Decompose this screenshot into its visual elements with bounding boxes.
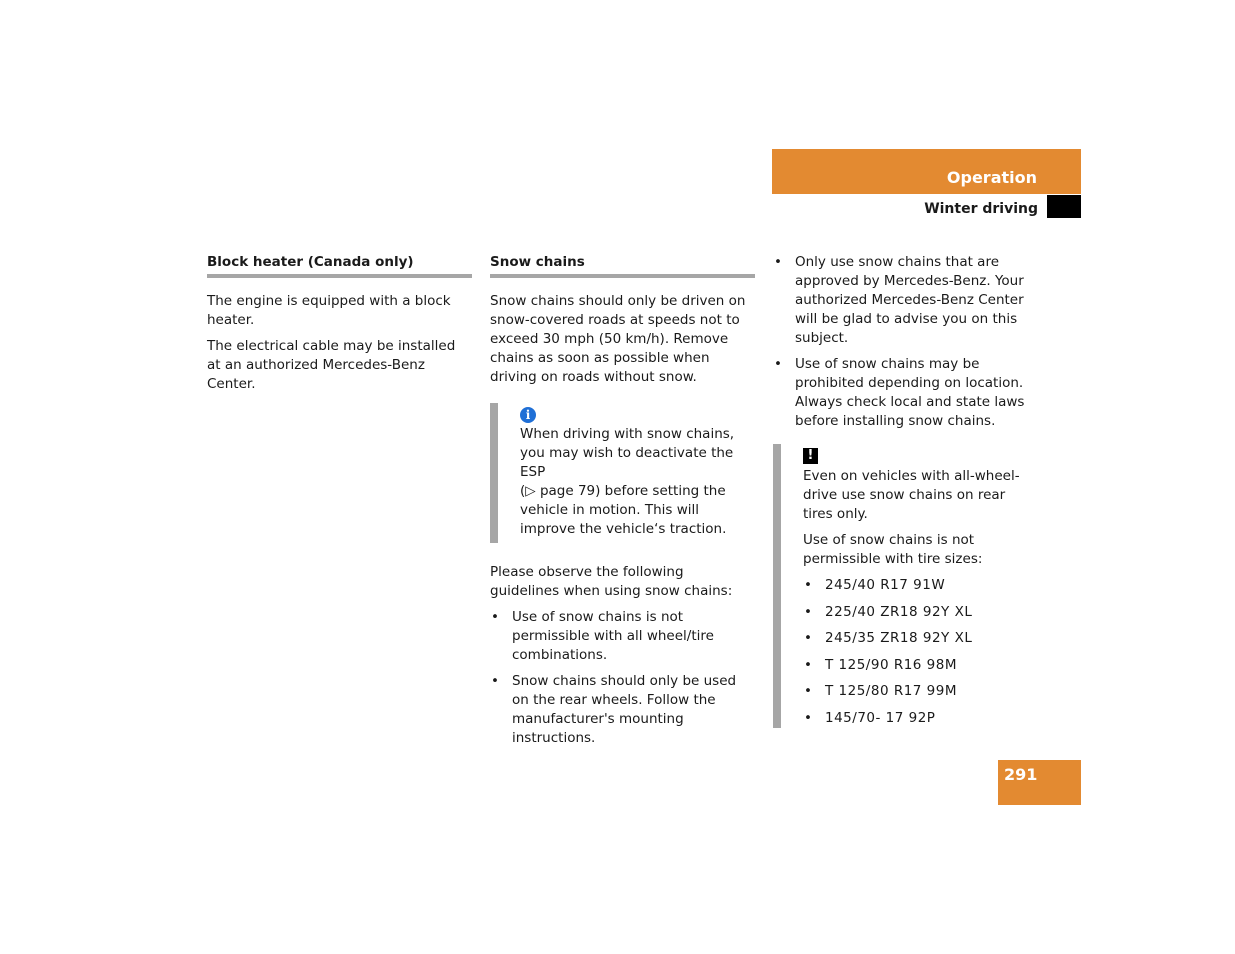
info-note-text-2: (▷ page 79) before setting the vehicle in motion. This will improve the vehicle‘s traction. <box>520 483 727 537</box>
tire-size-item: • 225/40 ZR18 92Y XL <box>803 603 1038 622</box>
snow-chains-guidelines-list <box>490 608 755 748</box>
block-heater-paragraph-2: The electrical cable may be installed at an authorized Mercedes-Benz Center. <box>207 338 456 392</box>
info-note-text-1: When driving with snow chains, you may wish to deactivate the ESP <box>520 426 735 480</box>
block-heater-heading: Block heater (Canada only) <box>207 253 472 278</box>
list-item: • Use of snow chains may be prohibited depending on location. Always check local and state laws before installing snow chains. <box>773 355 1038 431</box>
tire-size-item: • 245/35 ZR18 92Y XL <box>803 629 1038 648</box>
block-heater-paragraph-1: The engine is equipped with a block heater. <box>207 293 451 328</box>
warning-icon: ! <box>803 448 818 464</box>
tire-size-item: • 145/70- 17 92P <box>803 709 1038 728</box>
list-item: • Only use snow chains that are approved by Mercedes-Benz. Your authorized Mercedes-Benz Center will be glad to advise you on this subject. <box>773 253 1038 348</box>
list-item: • Use of snow chains is not permissible with all wheel/tire combinations. <box>490 608 755 665</box>
page-number: 291 <box>1004 765 1038 784</box>
subsection-title: Winter driving <box>924 201 1038 217</box>
info-icon: i <box>520 407 536 423</box>
warning-paragraph-1: Even on vehicles with all-wheel-drive use snow chains on rear tires only. <box>803 468 1020 522</box>
info-note <box>490 403 755 543</box>
column-block-heater <box>207 253 472 401</box>
column-snow-chains-continued <box>773 253 1038 730</box>
tire-size-item: • 245/40 R17 91W <box>803 576 1038 595</box>
warning-paragraph-2: Use of snow chains is not permissible with tire sizes: <box>803 532 983 567</box>
snow-chains-paragraph-1: Snow chains should only be driven on snow-covered roads at speeds not to exceed 30 mph (50 km/h). Remove chains as soon as possible when driving on roads without snow. <box>490 293 746 385</box>
warning-note <box>773 444 1038 728</box>
section-title: Operation <box>946 168 1037 187</box>
tire-size-item: • T 125/80 R17 99M <box>803 682 1038 701</box>
chapter-tab-marker <box>1047 195 1081 218</box>
snow-chains-paragraph-2: Please observe the following guidelines when using snow chains: <box>490 564 733 599</box>
section-header-bar <box>772 149 1081 194</box>
tire-sizes-list <box>803 576 1038 728</box>
snow-chains-notes-list <box>773 253 1038 431</box>
page-number-box <box>998 760 1081 805</box>
snow-chains-heading: Snow chains <box>490 253 755 278</box>
column-snow-chains <box>490 253 755 755</box>
tire-size-item: • T 125/90 R16 98M <box>803 656 1038 675</box>
list-item: • Snow chains should only be used on the rear wheels. Follow the manufacturer's mounting instructions. <box>490 672 755 748</box>
